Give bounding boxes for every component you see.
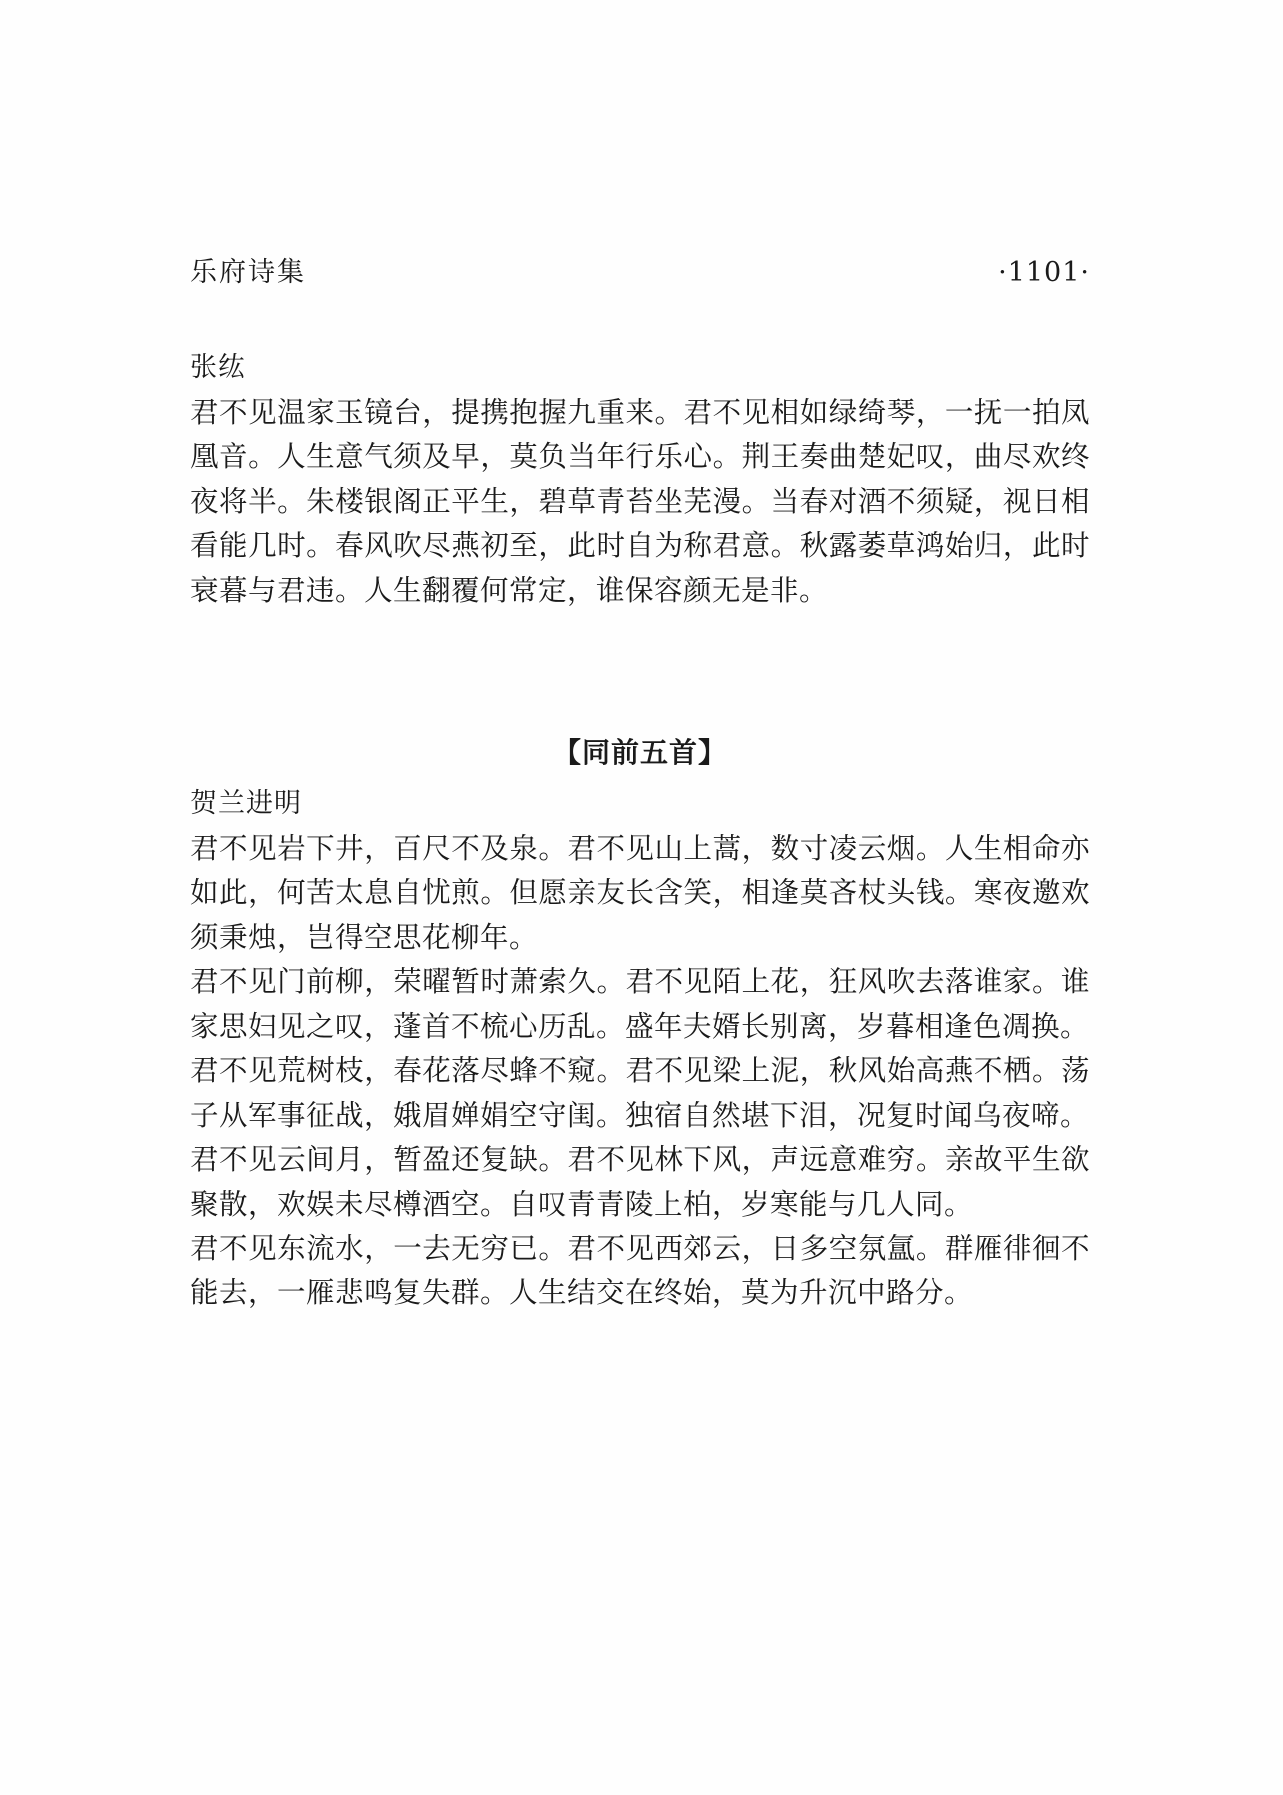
page-content [190, 250, 1090, 1316]
section-helanjinming [190, 731, 1090, 1316]
poem-stanza: 君不见云间月，暂盈还复缺。君不见林下风，声远意难穷。亲故平生欲聚散，欢娱未尽樽酒空。自叹青青陵上柏，岁寒能与几人同。 [190, 1143, 1090, 1221]
section-spacer [190, 613, 1090, 731]
section-title: 【同前五首】 [552, 736, 727, 770]
author-name: 张纮 [190, 352, 246, 383]
poem-body [190, 391, 1090, 613]
page-number: ·1101· [998, 257, 1090, 288]
poem-body [190, 827, 1090, 1316]
poem-stanza: 君不见荒树枝，春花落尽蜂不窥。君不见梁上泥，秋风始高燕不栖。荡子从军事征战，娥眉婵娟空守闺。独宿自然堪下泪，况复时闻乌夜啼。 [190, 1054, 1090, 1132]
poem-stanza: 君不见温家玉镜台，提携抱握九重来。君不见相如绿绮琴，一抚一拍凤凰音。人生意气须及早，莫负当年行乐心。荆王奏曲楚妃叹，曲尽欢终夜将半。朱楼银阁正平生，碧草青苔坐芜漫。当春对酒不须疑，视日相看能几时。春风吹尽燕初至，此时自为称君意。秋露萎草鸿始归，此时衰暮与君违。人生翻覆何常定，谁保容颜无是非。 [190, 395, 1090, 607]
poem-stanza: 君不见岩下井，百尺不及泉。君不见山上蒿，数寸凌云烟。人生相命亦如此，何苦太息自忧煎。但愿亲友长含笑，相逢莫吝杖头钱。寒夜邀欢须秉烛，岂得空思花柳年。 [190, 831, 1090, 954]
poem-stanza: 君不见东流水，一去无穷已。君不见西郊云，日多空氛氲。群雁徘徊不能去，一雁悲鸣复失群。人生结交在终始，莫为升沉中路分。 [190, 1232, 1090, 1310]
poem-stanza: 君不见门前柳，荣曜暂时萧索久。君不见陌上花，狂风吹去落谁家。谁家思妇见之叹，蓬首不梳心历乱。盛年夫婿长别离，岁暮相逢色凋换。 [190, 965, 1090, 1043]
section-zhanghong [190, 347, 1090, 613]
running-head [190, 250, 1090, 289]
author-name: 贺兰进明 [190, 788, 302, 820]
running-head-title: 乐府诗集 [190, 257, 306, 288]
